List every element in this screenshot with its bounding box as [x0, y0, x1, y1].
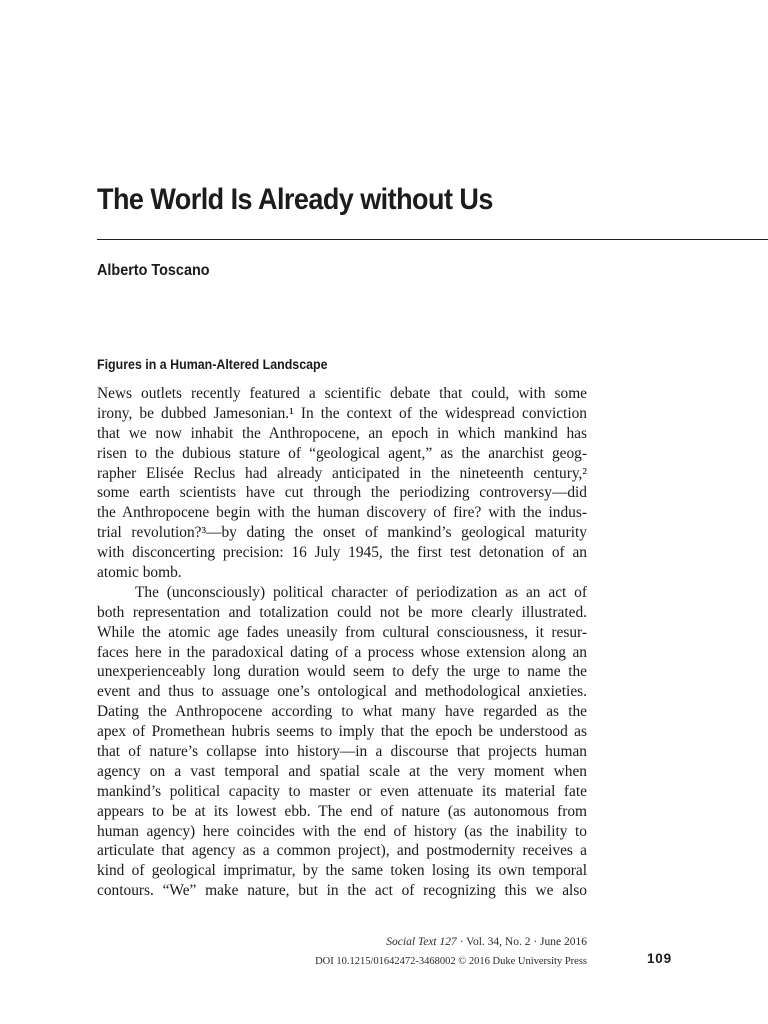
body-line: trial revolution?³—by dating the onset of mankind’s geological maturity — [97, 524, 587, 542]
body-line: risen to the dubious stature of “geological agent,” as the anarchist geog- — [97, 444, 587, 462]
body-line: event and thus to assuage one’s ontological and methodological anxieties. — [97, 683, 587, 701]
doi-copyright: DOI 10.1215/01642472-3468002 © 2016 Duke University Press — [315, 956, 587, 967]
body-line: the Anthropocene begin with the human discovery of fire? with the indus- — [97, 504, 587, 522]
journal-citation — [386, 936, 587, 948]
body-line: unexperienceably long duration would seem to defy the urge to name the — [97, 663, 587, 681]
journal-name: Social Text 127 — [386, 936, 457, 948]
body-line: irony, be dubbed Jamesonian.¹ In the context of the widespread conviction — [97, 404, 587, 422]
body-line: apex of Promethean hubris seems to imply that the epoch be understood as — [97, 723, 587, 741]
body-line: agency on a vast temporal and spatial scale at the very moment when — [97, 762, 587, 780]
body-line: with disconcerting precision: 16 July 1945, the first test detonation of an — [97, 544, 587, 562]
body-line: contours. “We” make nature, but in the act of recognizing this we also — [97, 882, 587, 900]
article-title: The World Is Already without Us — [97, 183, 493, 216]
body-line: atomic bomb. — [97, 564, 182, 582]
section-heading: Figures in a Human-Altered Landscape — [97, 357, 328, 372]
body-line: rapher Elisée Reclus had already anticipated in the nineteenth century,² — [97, 464, 587, 482]
author-name: Alberto Toscano — [97, 262, 210, 279]
body-line: appears to be at its lowest ebb. The end of nature (as autonomous from — [97, 802, 587, 820]
body-line: While the atomic age fades uneasily from cultural consciousness, it resur- — [97, 623, 587, 641]
body-line: that of nature’s collapse into history—in a discourse that projects human — [97, 743, 587, 761]
body-line: both representation and totalization could not be more clearly illustrated. — [97, 603, 587, 621]
body-line: articulate that agency as a common project), and postmodernity receives a — [97, 842, 587, 860]
body-line: human agency) here coincides with the end of history (as the inability to — [97, 822, 587, 840]
body-line: News outlets recently featured a scientific debate that could, with some — [97, 385, 587, 402]
body-line: Dating the Anthropocene according to what many have regarded as the — [97, 703, 587, 721]
body-line: kind of geological imprimatur, by the same token losing its own temporal — [97, 862, 587, 880]
body-line: The (unconsciously) political character of periodization as an act of — [135, 583, 587, 601]
body-text — [97, 384, 587, 901]
body-line: faces here in the paradoxical dating of a process whose extension along an — [97, 643, 587, 661]
body-line: some earth scientists have cut through the periodizing controversy—did — [97, 484, 587, 502]
body-line: that we now inhabit the Anthropocene, an epoch in which mankind has — [97, 424, 587, 442]
journal-issue: · Vol. 34, No. 2 · June 2016 — [456, 936, 587, 948]
page-number: 109 — [647, 951, 672, 966]
title-rule — [97, 239, 768, 240]
body-line: mankind’s political capacity to master or even attenuate its material fate — [97, 782, 587, 800]
